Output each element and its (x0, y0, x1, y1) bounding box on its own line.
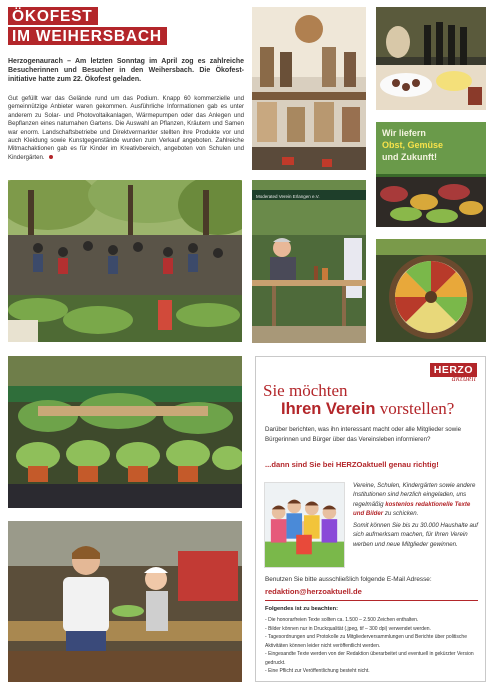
ad-call-to-action: ...dann sind Sie bei HERZOaktuell genau richtig! (265, 460, 439, 469)
ad-italic-text (353, 481, 480, 549)
ad-group-photo (264, 482, 345, 568)
article-title-line1: ÖKOFEST (8, 7, 98, 25)
ad-italic-p1-start: Vereine, Schulen, Kindergärten sowie andere Institutionen sind herzlich eingeladen, uns regelmäßig (353, 482, 476, 508)
ad-note-item: - Die honorarfreien Texte sollten ca. 1.500 – 2.500 Zeichen enthalten. (265, 616, 479, 625)
ad-notes-title: Folgendes ist zu beachten: (265, 606, 338, 612)
ad-note-item: - Tagesordnungen und Protokolle zu Mitgliederversammlungen und Berichte über politische Aktivitäten können leider nicht veröffentlicht werden. (265, 633, 479, 650)
veg-sign-line3: und Zukunft! (382, 152, 437, 162)
ad-email-address: redaktion@herzoaktuell.de (265, 587, 362, 596)
ad-note-item: - Eine Pflicht zur Veröffentlichung besteht nicht. (265, 667, 479, 676)
photo-vegetable-sign (376, 122, 486, 227)
logo-sub-text: aktuell (451, 375, 476, 383)
ad-headline-line1: Sie möchten (263, 381, 348, 400)
ad-headline-bold: Ihren Verein (281, 400, 376, 418)
photo-vegetable-wheel (376, 239, 486, 342)
ad-note-item: - Bilder können nur in Druckqualität (.jpeg, tif – 300 dpi) verwendet werden. (265, 625, 479, 634)
photo-wooden-crafts (252, 7, 366, 170)
article-body-text: Gut gefüllt war das Gelände rund um das Podium. Knapp 60 kommerzielle und gemeinnützige Anbieter waren gekommen. Ausführliche Informationen gab es unter anderem zu Solar- und Photovoltaikanlagen, Wärmepumpen oder das Anlegen und Bepflanzen eines naturnahen Gartens. Die Auswahl an Pflanzen, Kräutern und Samen war enorm. Landschaftsbetriebe und Direktvermarkter stellten ihre Produkte vor und auch Kleidung sowie Kunstgegenstände wurden zum Verkauf angeboten. Zahlreiche Mitmachaktionen gab es für Kinder im Kreativbereich, angeboten von Schulen und Kindergärten. (8, 95, 244, 161)
photo-speaker-table (252, 180, 366, 343)
ad-email-label: Benutzen Sie bitte ausschließlich folgende E-Mail Adresse: (265, 576, 432, 583)
ad-italic-p1-highlight: kostenlos redaktionelle Texte und Bilder (353, 500, 471, 517)
ad-headline-line2 (281, 399, 454, 419)
ad-divider (265, 600, 478, 601)
article-title-line2: IM WEIHERSBACH (8, 27, 167, 45)
ad-italic-p1-end: zu schicken. (383, 509, 419, 517)
herzo-aktuell-logo (421, 363, 477, 385)
end-mark-icon (49, 155, 53, 159)
banner-sign-text: Moderated Verein Erlangen e.V. (256, 194, 320, 199)
verein-ad-box (255, 356, 486, 682)
photo-plants-market (8, 356, 242, 508)
ad-intro: Darüber berichten, was ihn interessant macht oder alle Mitglieder sowie Bürgerinnen und Bürger über das Vereinsleben informieren? (265, 426, 462, 443)
photo-food-bottles (376, 7, 486, 110)
ad-note-item: - Eingesandte Texte werden von der Redaktion überarbeitet und eventuell in gekürzter Version gedruckt. (265, 650, 479, 667)
ad-headline-rest: vorstellen? (375, 399, 455, 418)
veg-sign-line2: Obst, Gemüse (382, 140, 444, 150)
photo-woman-child (8, 521, 242, 682)
article-body (8, 95, 244, 162)
ad-italic-paragraph1 (353, 481, 480, 518)
logo-main-text: HERZO (430, 363, 477, 377)
ad-italic-paragraph2: Somit können Sie bis zu 30.000 Haushalte auf sich aufmerksam machen, für Ihren Verein werben und neue Mitglieder gewinnen. (353, 522, 479, 548)
photo-crowd (8, 180, 242, 342)
article-lead: Herzogenaurach – Am letzten Sonntag im April zog es zahlreiche Besucherinnen und Besucher in den Weihersbach. Die Ökofest-initiative hatte zum 22. Ökofest geladen. (8, 58, 244, 84)
ad-notes-list (265, 616, 479, 676)
veg-sign-line1: Wir liefern (382, 128, 426, 138)
